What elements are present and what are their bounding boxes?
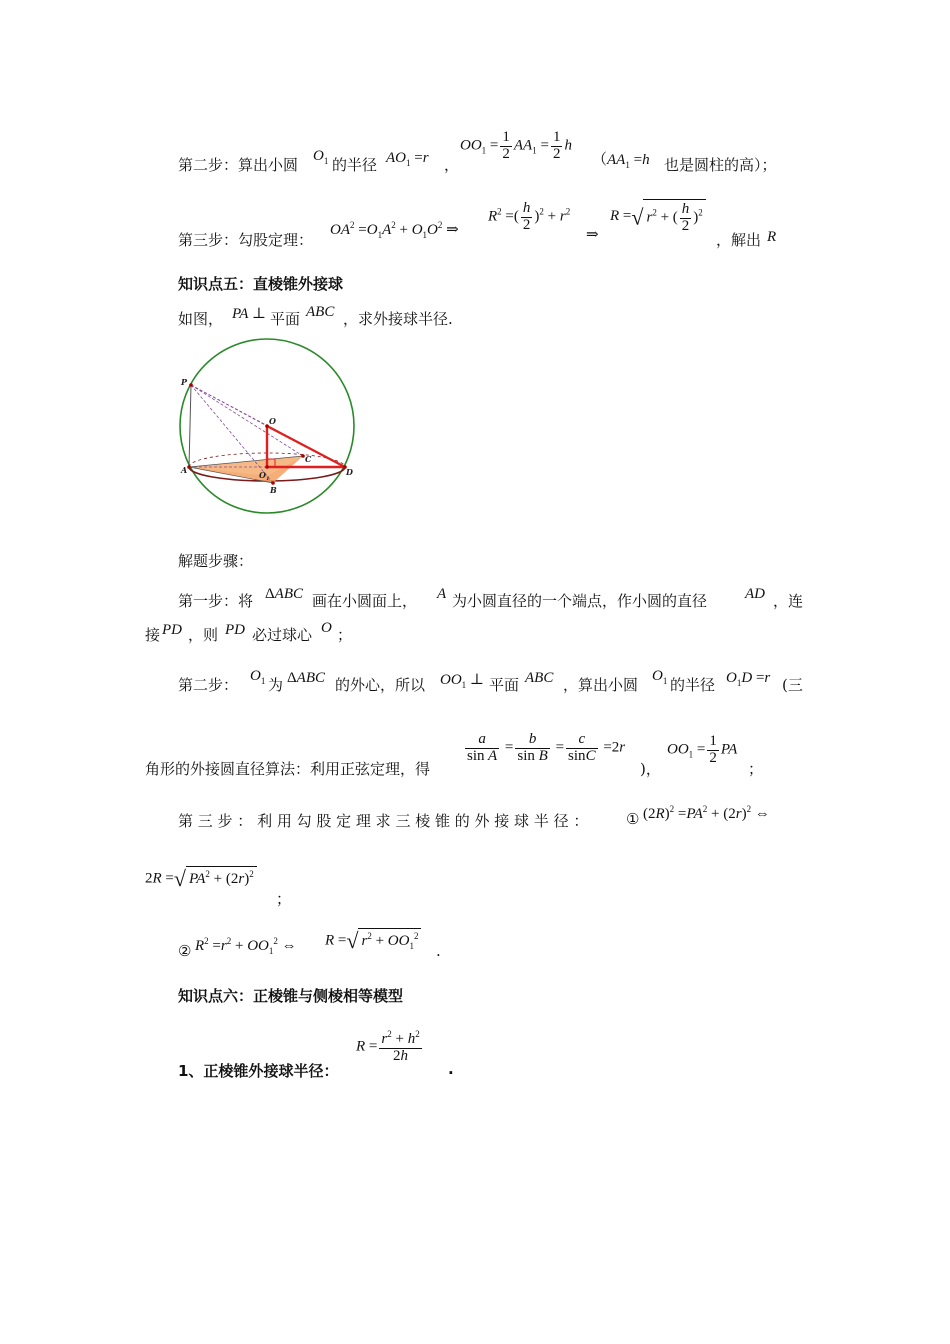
s2-g: (三 — [782, 676, 803, 694]
formula-aa1-h: （$AA_1 =h$ — [592, 152, 650, 170]
formula-regular-pyramid-r: R = $\frac{r^2 + h^2}{2h}$ — [356, 1029, 420, 1064]
s3-semi: ； — [276, 890, 292, 908]
s2-i: )， — [640, 760, 661, 778]
intro-tail: ，求外接球半径. — [343, 310, 453, 328]
section6-title: 知识点六：正棱锥与侧棱相等模型 — [178, 987, 404, 1005]
s3-dot: . — [436, 942, 441, 960]
s2-b: 为 — [268, 676, 284, 694]
label-o: O — [269, 416, 276, 426]
pa-perp: PA ⊥ — [232, 306, 266, 322]
formula-oo1-half-pa: $OO_1$ = $\frac{1}{2}$ PA — [667, 733, 738, 766]
o1-symbol-2: $O_1$ — [250, 668, 266, 686]
point-o1 — [265, 465, 269, 469]
oo1-perp: $OO_1$ ⊥ — [440, 672, 485, 690]
step3-prev-tail: ，解出 — [716, 231, 762, 249]
steps-header: 解题步骤： — [178, 552, 254, 570]
s1-g: 必过球心 — [252, 626, 313, 644]
section5-title: 知识点五：直棱锥外接球 — [178, 275, 344, 293]
s1-f: ，则 — [188, 626, 219, 644]
triangle-abc-symbol: ΔABC — [265, 586, 303, 602]
s1-d: ，连 — [773, 592, 804, 610]
edge-pc — [191, 385, 303, 456]
s1-e: 接 — [145, 626, 161, 644]
label-d: D — [346, 467, 353, 477]
edge-pa — [189, 385, 191, 467]
s1-h: ； — [337, 626, 353, 644]
r-symbol: R — [767, 229, 777, 245]
s3-a: 第 三 步 ： 利 用 勾 股 定 理 求 三 棱 锥 的 外 接 球 半 径 ： — [178, 812, 589, 830]
label-a: A — [181, 465, 188, 475]
label-p: P — [181, 377, 188, 387]
point-a — [187, 465, 191, 469]
formula-oo1-half-h: $OO_1$ = $\frac{1}{2}$ $AA_1$ = $\frac{1}{2}$ h — [460, 129, 572, 162]
s2-e: ，算出小圆 — [563, 676, 639, 694]
s2-d: 平面 — [489, 676, 520, 694]
s3-circ2: ② — [178, 942, 192, 960]
item1-tail: . — [448, 1060, 454, 1078]
formula-2r-sqrt: 2R =√ $PA^2 + (2r)^2$ — [145, 866, 257, 892]
pd-symbol-2: PD — [225, 622, 245, 638]
s1-b: 画在小圆面上， — [312, 592, 418, 610]
s2-h: 角形的外接圆直径算法：利用正弦定理，得 — [145, 760, 431, 778]
formula-pythagoras: $OA^2 =O_1A^2 + O_1O^2$ ⇒ — [330, 220, 459, 240]
step3-prev-lead: 第三步：勾股定理： — [178, 231, 314, 249]
formula-ao1-r: $AO_1 =r$ — [386, 150, 429, 168]
s2-a: 第二步： — [178, 676, 239, 694]
formula-2r-squared: $(2R)^2 =PA^2 + (2r)^2$ ⇔ — [643, 804, 770, 822]
o1-symbol: $O_1$ — [313, 148, 329, 166]
point-p — [189, 383, 193, 387]
intro-lead: 如图， — [178, 310, 224, 328]
step2-prev-paren: 也是圆柱的高）； — [664, 156, 777, 174]
label-c: C — [305, 454, 312, 464]
pd-symbol: PD — [162, 622, 182, 638]
s3-circ1: ① — [626, 810, 640, 828]
sphere-pyramid-diagram — [175, 335, 365, 520]
o1-symbol-3: $O_1$ — [652, 668, 668, 686]
item1-label: 1、正棱锥外接球半径： — [178, 1062, 339, 1080]
a-symbol: A — [437, 586, 447, 602]
formula-r-squared: $R^2$ =( $\frac{h}{2}$ )$^2 + r^2$ — [488, 200, 571, 233]
s1-a: 第一步：将 — [178, 592, 254, 610]
o1d-r: $O_1D =r$ — [726, 670, 771, 688]
comma: ， — [444, 156, 460, 174]
formula-law-of-sines: $\frac{a}{\text{sin A}}$ = $\frac{b}{\text{sin B}}$ = $\frac{c}{\sin C}$ =2r — [467, 731, 626, 764]
formula-r-sqrt: R =√ $r^2$ + ( $\frac{h}{2}$ )$^2$ — [610, 199, 706, 235]
intro-mid: 平面 — [270, 310, 301, 328]
step2-prev-mid: 的半径 — [332, 156, 378, 174]
s1-c: 为小圆直径的一个端点，作小圆的直径 — [452, 592, 708, 610]
triangle-abc-symbol-2: ΔABC — [287, 670, 325, 686]
ad-symbol: AD — [745, 586, 765, 602]
s2-f: 的半径 — [670, 676, 716, 694]
label-o1: $O_1$ — [259, 470, 270, 482]
implies-arrow: ⇒ — [586, 227, 599, 243]
s2-c: 的外心，所以 — [335, 676, 426, 694]
label-b: B — [270, 485, 277, 495]
step2-prev-lead: 第二步：算出小圆 — [178, 156, 299, 174]
abc-symbol-2: ABC — [525, 670, 554, 686]
abc-symbol: ABC — [306, 304, 335, 320]
formula-r-sqrt-sum: R =√ $r^2 + OO_1^2$ — [325, 928, 421, 954]
s2-j: ； — [748, 760, 764, 778]
o-symbol: O — [321, 620, 332, 636]
formula-r2-sum: $R^2 =r^2 + OO_1^2$ ⇔ — [195, 936, 297, 956]
